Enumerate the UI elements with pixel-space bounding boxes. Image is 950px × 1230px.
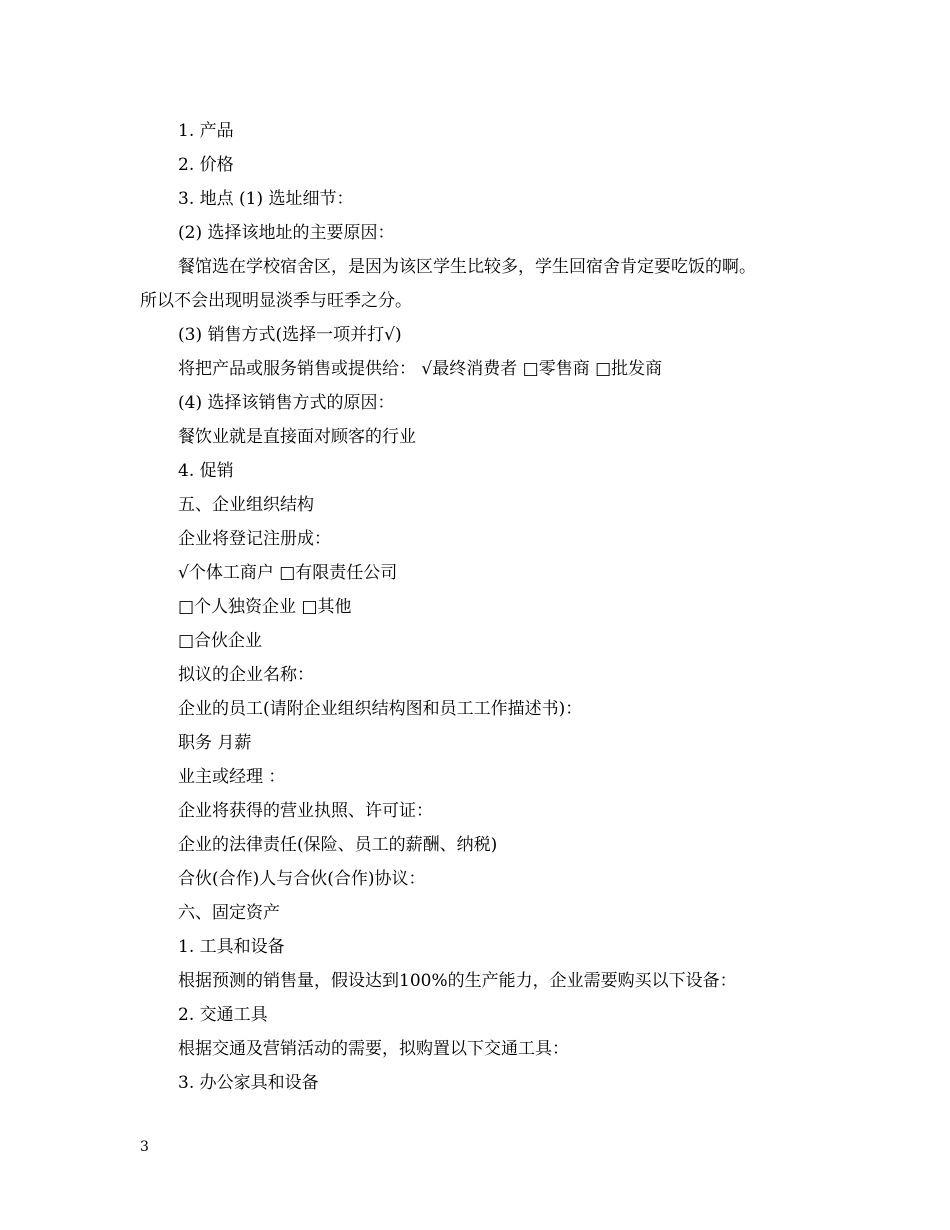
proposed-name-label: 拟议的企业名称： — [178, 665, 314, 685]
registration-options-row-3: □合伙企业 — [178, 631, 263, 651]
employee-table-row-owner: 业主或经理 ： — [178, 767, 286, 787]
page-number: 3 — [140, 1139, 149, 1155]
paragraph-sales-reason: 餐饮业就是直接面对顾客的行业 — [178, 427, 416, 447]
paragraph-location-reason-continued: 所以不会出现明显淡季与旺季之分。 — [140, 291, 412, 311]
sub-item-sales-method: (3) 销售方式(选择一项并打√) — [178, 325, 402, 345]
registration-label: 企业将登记注册成： — [178, 529, 331, 549]
section-heading-fixed-assets: 六、固定资产 — [178, 903, 280, 923]
list-item-tools-equipment: 1. 工具和设备 — [178, 937, 285, 957]
list-item-location: 3. 地点 (1) 选址细节： — [178, 189, 354, 209]
list-item-office-furniture: 3. 办公家具和设备 — [178, 1073, 319, 1093]
paragraph-location-reason: 餐馆选在学校宿舍区，是因为该区学生比较多，学生回宿舍肯定要吃饭的啊。 — [178, 257, 756, 277]
list-item-promotion: 4. 促销 — [178, 461, 234, 481]
sub-item-location-reason: (2) 选择该地址的主要原因： — [178, 223, 395, 243]
list-item-vehicles: 2. 交通工具 — [178, 1005, 268, 1025]
registration-options-row-2: □个人独资企业 □其他 — [178, 597, 352, 617]
section-heading-organization: 五、企业组织结构 — [178, 495, 314, 515]
paragraph-vehicle-purchase: 根据交通及营销活动的需要，拟购置以下交通工具： — [178, 1039, 569, 1059]
licenses-label: 企业将获得的营业执照、许可证： — [178, 801, 433, 821]
legal-liability-label: 企业的法律责任(保险、员工的薪酬、纳税) — [178, 835, 498, 855]
sub-item-sales-reason: (4) 选择该销售方式的原因： — [178, 393, 395, 413]
list-item-product: 1. 产品 — [178, 121, 234, 141]
employee-table-header: 职务 月薪 — [178, 733, 252, 753]
list-item-price: 2. 价格 — [178, 155, 234, 175]
sales-target-options: 将把产品或服务销售或提供给： √最终消费者 □零售商 □批发商 — [178, 359, 663, 379]
employees-label: 企业的员工(请附企业组织结构图和员工工作描述书)： — [178, 699, 583, 719]
partnership-label: 合伙(合作)人与合伙(合作)协议： — [178, 869, 426, 889]
registration-options-row-1: √个体工商户 □有限责任公司 — [178, 563, 398, 583]
paragraph-equipment-purchase: 根据预测的销售量，假设达到100%的生产能力，企业需要购买以下设备： — [178, 971, 737, 991]
